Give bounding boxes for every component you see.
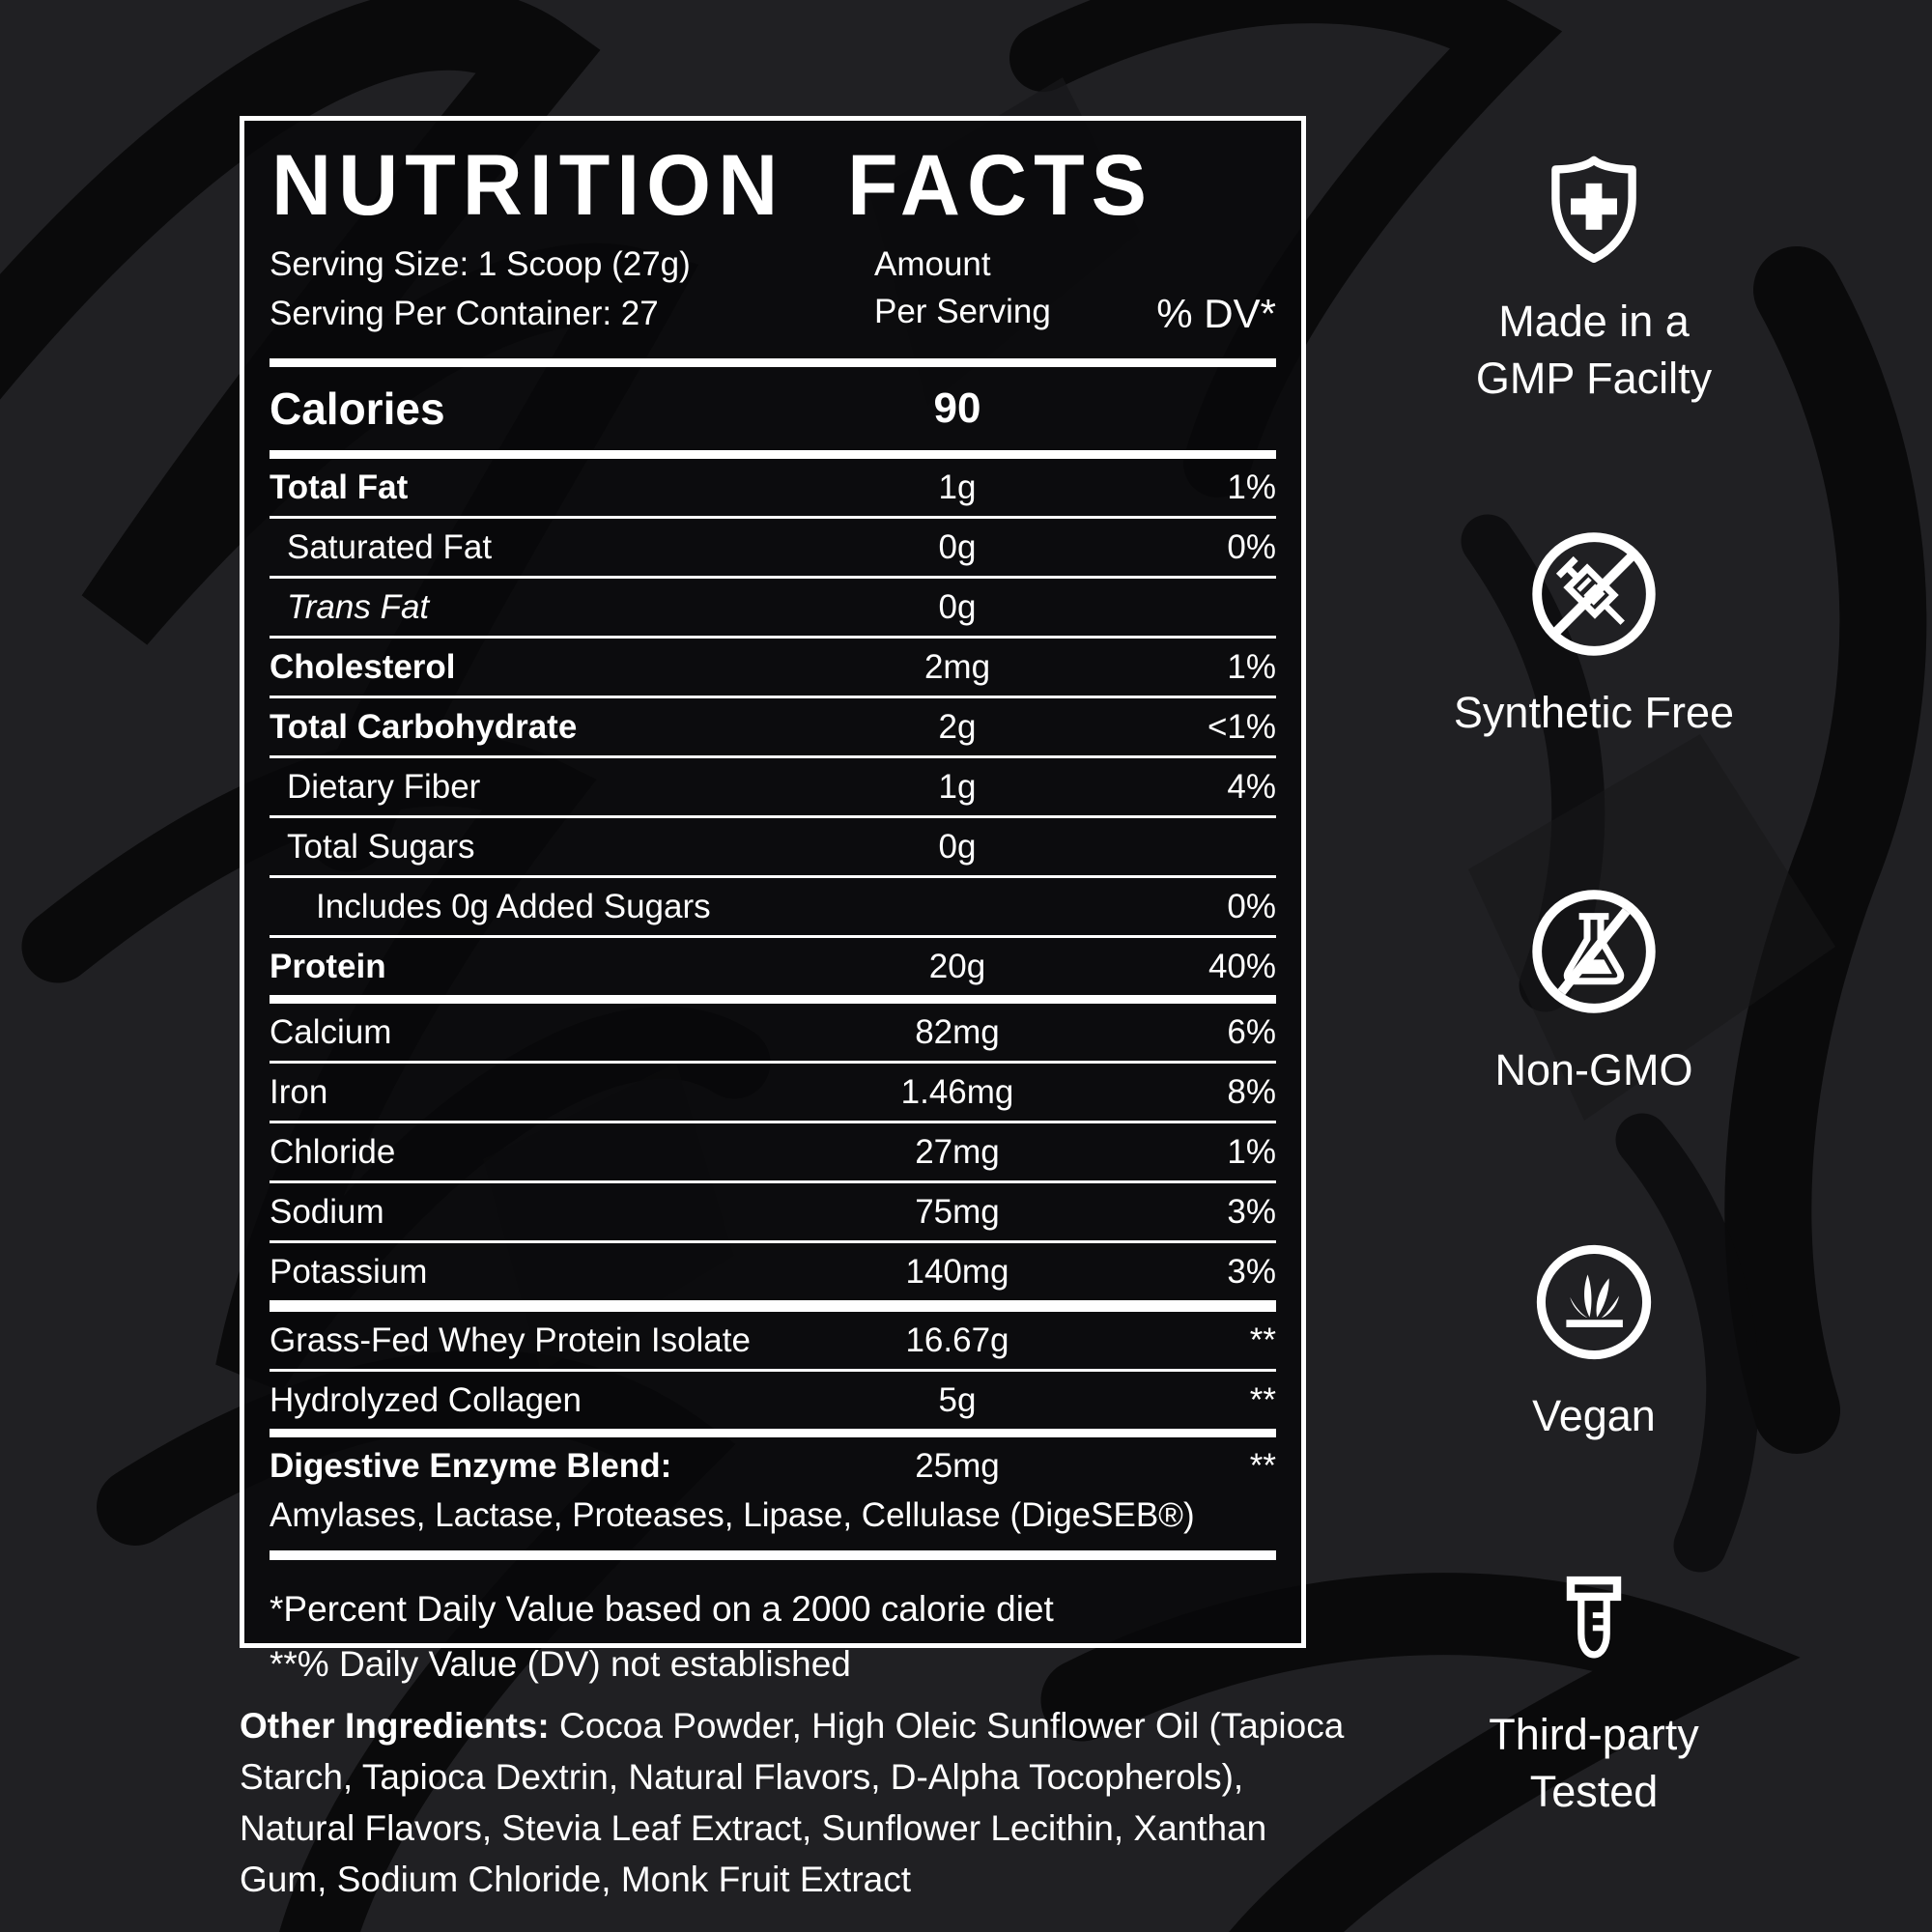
row-hydrolyzed-collagen: Hydrolyzed Collagen 5g ** — [270, 1372, 1276, 1437]
other-ingredients-text: Cocoa Powder, High Oleic Sunflower Oil (Tapioca Starch, Tapioca Dextrin, Natural Flavors, D-Alpha Tocopherols), Natural Flavors, Stevia Leaf Extract, Sunflower Lecithin, Xanthan Gum, Sodium Chloride, Monk Fruit Extract — [240, 1706, 1345, 1899]
footnotes — [270, 1560, 1276, 1692]
row-includes-0g-added-sugars: Includes 0g Added Sugars 0% — [270, 878, 1276, 938]
row-digestive-enzyme-blend: Digestive Enzyme Blend: 25mg ** — [270, 1446, 1276, 1485]
badge-vegan — [1401, 1239, 1787, 1445]
row-grass-fed-whey-protein-isolate: Grass-Fed Whey Protein Isolate 16.67g ** — [270, 1312, 1276, 1372]
amount-per-serving-header: Amount Per Serving — [874, 245, 1051, 331]
calories-label: Calories — [270, 383, 445, 434]
calories-row — [270, 367, 1276, 459]
row-protein: Protein 20g 40% — [270, 938, 1276, 1004]
serving-info — [270, 241, 822, 339]
badge-label: Synthetic Free — [1453, 688, 1735, 737]
enzyme-blend-detail: Amylases, Lactase, Proteases, Lipase, Cellulase (DigeSEB®) — [270, 1494, 1276, 1560]
serving-size: Serving Size: 1 Scoop (27g) — [270, 245, 691, 284]
servings-per-container: Serving Per Container: 27 — [270, 295, 659, 333]
badge-label: Vegan — [1532, 1391, 1656, 1440]
percent-dv-header: % DV* — [1156, 290, 1276, 336]
badge-label: Third-party Tested — [1489, 1710, 1699, 1816]
label-title: NUTRITION FACTS — [271, 136, 1153, 234]
row-trans-fat: Trans Fat 0g — [270, 579, 1276, 639]
other-ingredients — [240, 1701, 1350, 1906]
badge-synthetic-free — [1401, 526, 1787, 742]
badge-label: Non-GMO — [1494, 1045, 1693, 1094]
label-header — [270, 237, 1276, 367]
vegan-plant-icon — [1531, 1239, 1657, 1365]
badge-third-party-tested — [1401, 1563, 1787, 1820]
test-tube-icon — [1536, 1563, 1652, 1684]
row-potassium: Potassium 140mg 3% — [270, 1243, 1276, 1312]
row-dietary-fiber: Dietary Fiber 1g 4% — [270, 758, 1276, 818]
row-calcium: Calcium 82mg 6% — [270, 1004, 1276, 1064]
badge-made-in-a-gmp-facilty — [1401, 145, 1787, 407]
nutrition-facts-label — [240, 116, 1306, 1685]
badge-non-gmo — [1401, 884, 1787, 1099]
footnote-percent-dv: *Percent Daily Value based on a 2000 calorie diet — [270, 1588, 1054, 1629]
row-total-carbohydrate: Total Carbohydrate 2g <1% — [270, 698, 1276, 758]
row-sodium: Sodium 75mg 3% — [270, 1183, 1276, 1243]
row-saturated-fat: Saturated Fat 0g 0% — [270, 519, 1276, 579]
other-ingredients-heading: Other Ingredients: — [240, 1706, 550, 1746]
no-syringe-icon — [1526, 526, 1662, 662]
row-total-fat: Total Fat 1g 1% — [270, 459, 1276, 519]
row-iron: Iron 1.46mg 8% — [270, 1064, 1276, 1123]
footnote-dv-not-established: **% Daily Value (DV) not established — [270, 1644, 851, 1685]
gmp-shield-icon — [1536, 145, 1652, 270]
row-chloride: Chloride 27mg 1% — [270, 1123, 1276, 1183]
calories-value: 90 — [933, 384, 981, 432]
no-flask-icon — [1526, 884, 1662, 1019]
row-total-sugars: Total Sugars 0g — [270, 818, 1276, 878]
badge-label: Made in a GMP Facilty — [1475, 297, 1713, 403]
nutrition-rows — [270, 459, 1276, 1494]
row-cholesterol: Cholesterol 2mg 1% — [270, 639, 1276, 698]
